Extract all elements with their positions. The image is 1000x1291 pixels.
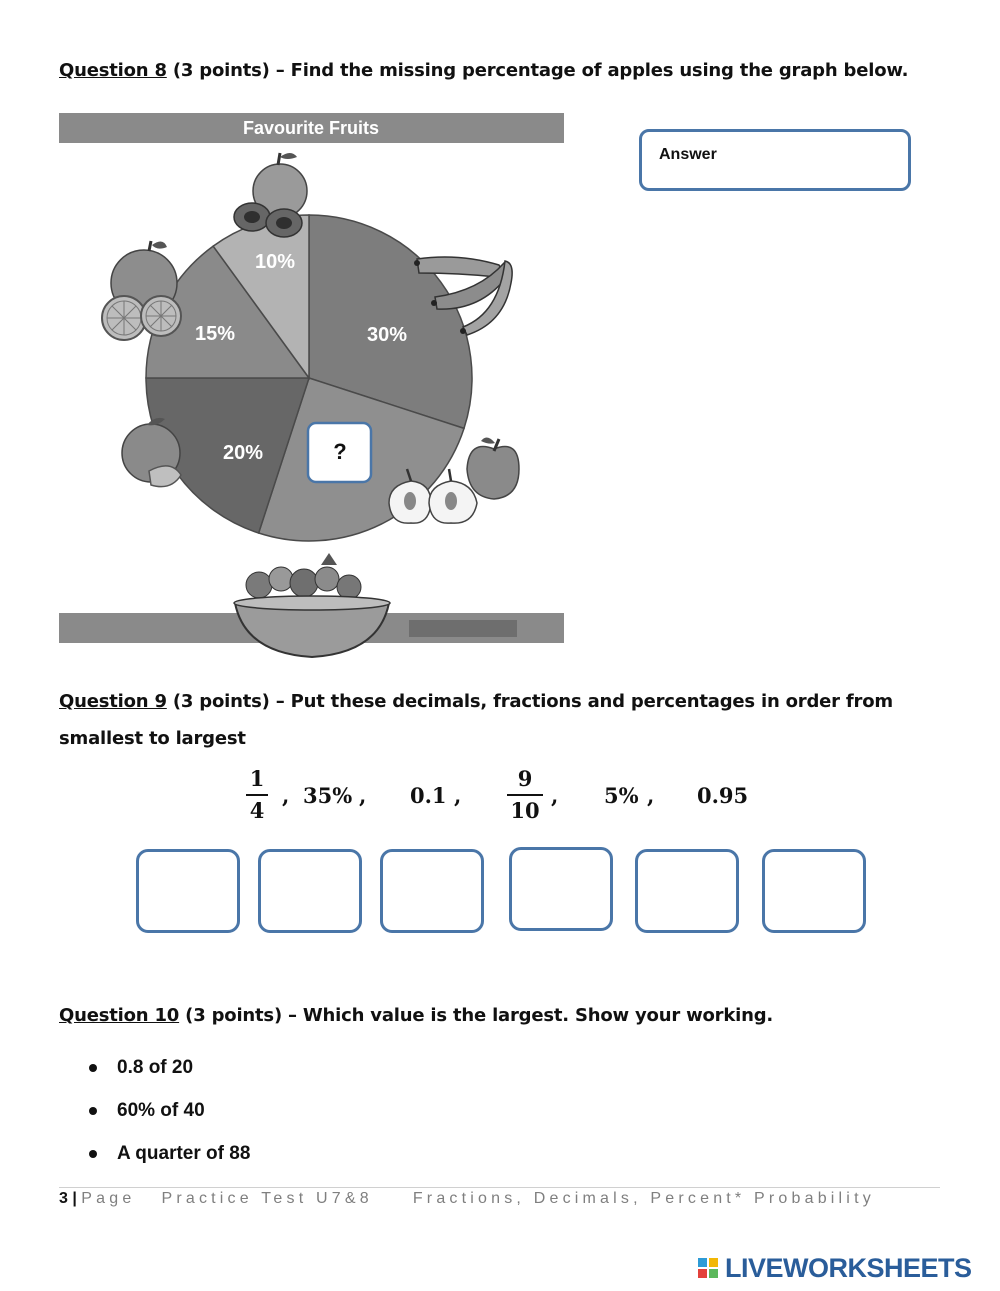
favourite-fruits-chart <box>59 113 564 658</box>
order-box-6[interactable] <box>762 849 866 933</box>
brand-name: LIVEWORKSHEETS <box>725 1253 972 1283</box>
comma: , <box>282 783 290 808</box>
question-9-title <box>59 683 939 757</box>
slice-label-peaches: 20% <box>222 442 264 464</box>
fraction-denominator: 10 <box>510 798 540 823</box>
bullet-icon <box>89 1064 97 1072</box>
page-footer <box>59 1190 875 1208</box>
list-item <box>88 1050 250 1093</box>
values-to-order <box>0 765 1000 825</box>
comma: , <box>551 783 559 808</box>
list-item-text: 0.8 of 20 <box>117 1057 194 1078</box>
fraction-numerator: 1 <box>249 766 265 791</box>
fraction-one-quarter <box>246 765 268 825</box>
comma: , <box>454 783 462 808</box>
comma: , <box>359 783 367 808</box>
logo-square-green <box>709 1269 718 1278</box>
answer-label: Answer <box>659 146 717 163</box>
question-9-label: Question 9 <box>59 691 167 712</box>
footer-topic: Fractions, Decimals, Percent* Probability <box>412 1190 875 1207</box>
order-box-4[interactable] <box>509 847 613 931</box>
question-8-title <box>59 60 908 81</box>
fraction-nine-tenths <box>507 765 543 825</box>
page-number: 3 <box>59 1190 68 1207</box>
logo-square-red <box>698 1269 707 1278</box>
order-box-3[interactable] <box>380 849 484 933</box>
footer-test-name: Practice Test U7&8 <box>161 1190 373 1207</box>
orange-icon <box>102 241 181 340</box>
order-box-2[interactable] <box>258 849 362 933</box>
fruit-bowl-icon <box>234 553 390 657</box>
value-0-95: 0.95 <box>697 783 749 808</box>
options-list <box>88 1050 250 1179</box>
answer-input-box[interactable] <box>639 129 911 191</box>
slice-label-bananas: 30% <box>366 324 408 346</box>
chart-bottom-mark <box>409 620 517 637</box>
footer-page-word: Page <box>81 1190 136 1207</box>
logo-square-yellow <box>709 1258 718 1267</box>
slice-label-plums: 10% <box>254 251 296 273</box>
fraction-bar <box>246 794 268 796</box>
question-10-label: Question 10 <box>59 1005 180 1026</box>
fraction-denominator: 4 <box>249 798 265 823</box>
pie-chart-svg <box>59 113 564 658</box>
bullet-icon <box>89 1107 97 1115</box>
logo-square-blue <box>698 1258 707 1267</box>
fraction-numerator: 9 <box>517 766 533 791</box>
plum-icon <box>234 153 307 237</box>
footer-separator: | <box>67 1190 82 1207</box>
footer-divider <box>59 1187 940 1188</box>
chart-title: Favourite Fruits <box>242 118 380 138</box>
value-35-percent: 35% <box>303 783 353 808</box>
question-10-title <box>59 1005 773 1026</box>
comma: , <box>647 783 655 808</box>
list-item <box>88 1136 250 1179</box>
order-box-1[interactable] <box>136 849 240 933</box>
fraction-bar <box>507 794 543 796</box>
bullet-icon <box>89 1150 97 1158</box>
list-item-text: A quarter of 88 <box>117 1143 251 1164</box>
question-10-text: (3 points) – Which value is the largest. Show your working. <box>179 1005 774 1026</box>
list-item <box>88 1093 250 1136</box>
list-item-text: 60% of 40 <box>117 1100 205 1121</box>
slice-label-oranges: 15% <box>194 323 236 345</box>
value-0-1: 0.1 <box>410 783 447 808</box>
question-8-text: (3 points) – Find the missing percentage of apples using the graph below. <box>166 60 909 81</box>
value-5-percent: 5% <box>604 783 639 808</box>
question-8-label: Question 8 <box>59 60 167 81</box>
slice-label-apples: ? <box>333 439 347 464</box>
order-box-5[interactable] <box>635 849 739 933</box>
question-9-text: (3 points) – Put these decimals, fractions and percentages in order from smallest to largest <box>59 691 893 749</box>
